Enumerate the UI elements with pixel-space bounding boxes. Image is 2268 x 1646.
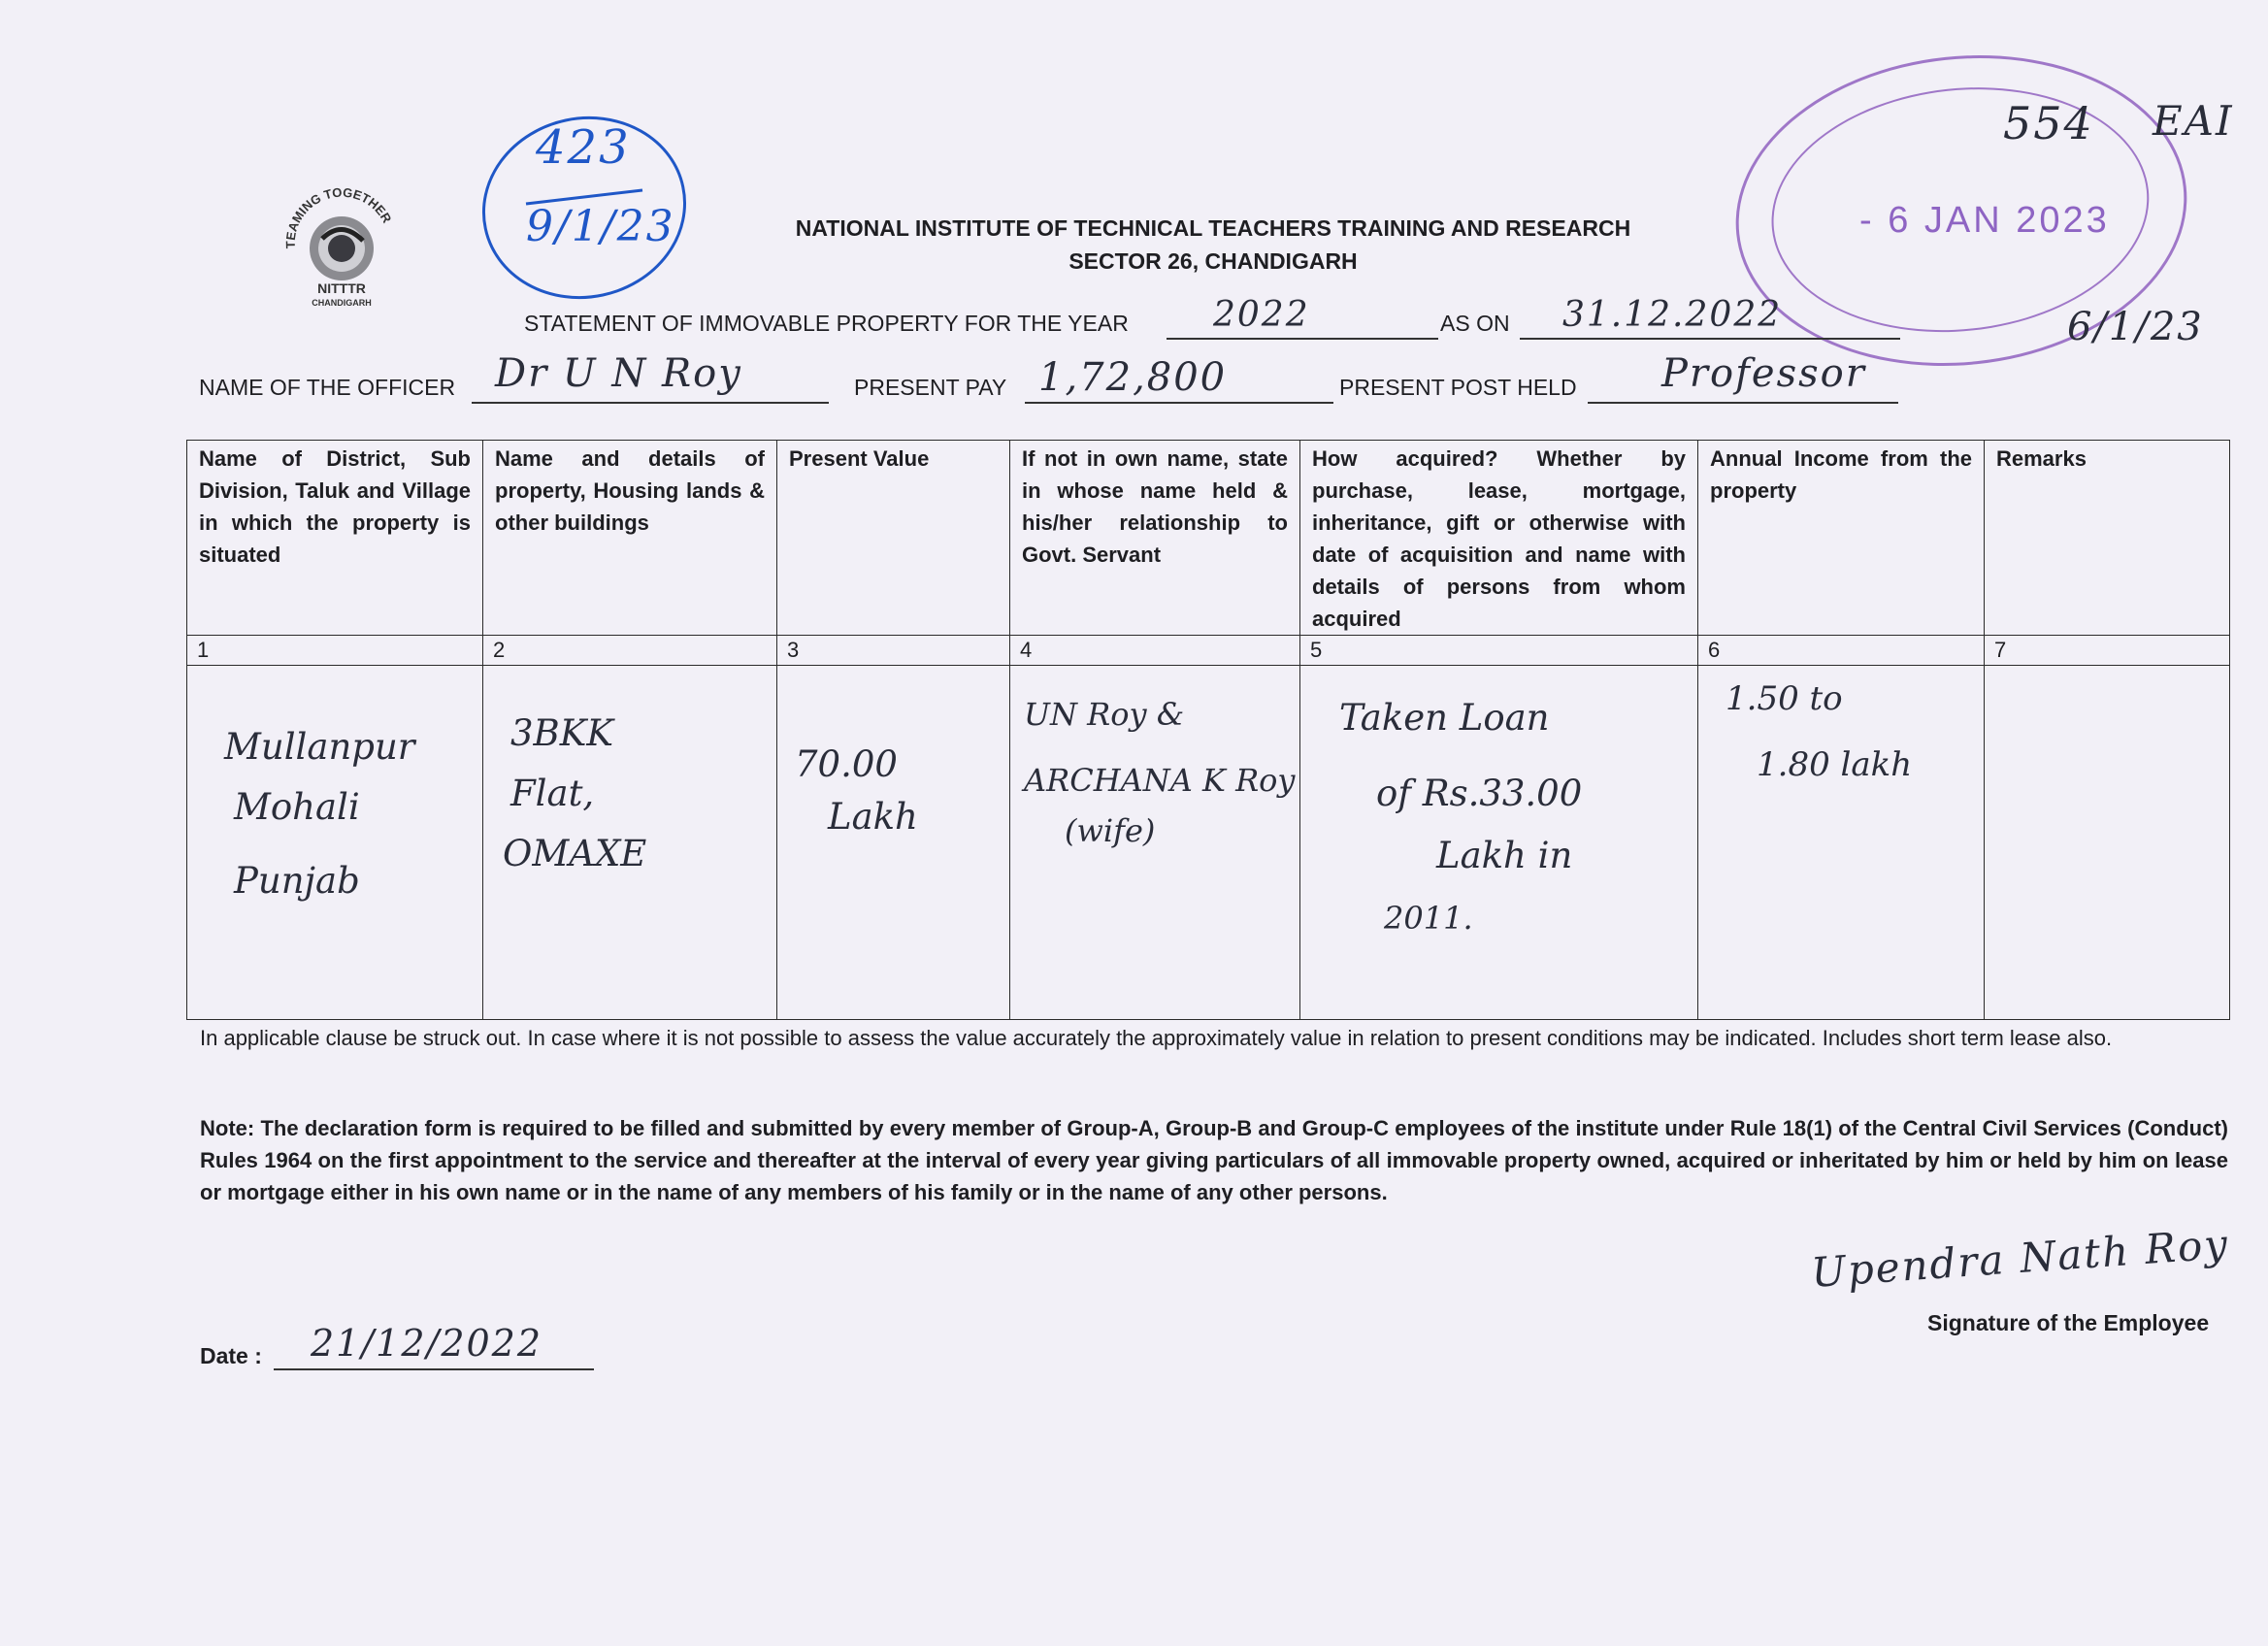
column-number-row — [187, 636, 2230, 666]
held-by-line: ARCHANA K Roy — [1024, 762, 1296, 799]
property-line: 3BKK — [510, 712, 614, 754]
date-value: 21/12/2022 — [311, 1322, 543, 1365]
value-line: 70.00 — [795, 743, 898, 785]
corner-mark: EAI — [2153, 97, 2234, 145]
header-how-acquired: How acquired? Whether by purchase, lease, mortgage, inheritance, gift or otherwise with date of acquisition and name with details of persons from whom acquired — [1300, 441, 1698, 636]
cell-present-value — [777, 666, 1010, 1020]
acquired-line: Lakh in — [1436, 835, 1573, 876]
location-line: Mullanpur — [224, 726, 415, 768]
column-number: 6 — [1698, 636, 1985, 666]
officer-name-label: NAME OF THE OFFICER — [199, 375, 456, 400]
present-post: Professor — [1661, 351, 1866, 396]
declaration-note: Note: The declaration form is required to be filled and submitted by every member of Group-A, Group-B and Group-C employees of the institute under Rule 18(1) of the Central Civil Services (Conduct) Rules 1964 on the first appointment to the service and thereafter at the interval of every year giving particulars of all immovable property owned, acquired or inheritated by him or held by him on lease or mortgage either in his own name or in the name of any members of his family or in the name of any other persons. — [200, 1116, 2228, 1204]
initials-date: 6/1/23 — [2067, 305, 2204, 349]
location-line: Mohali — [234, 786, 360, 828]
institute-logo — [274, 181, 410, 311]
location-line: Punjab — [234, 860, 360, 902]
header-property-details: Name and details of property, Housing lands & other buildings — [483, 441, 777, 636]
as-on-label: AS ON — [1440, 311, 1510, 336]
institute-name: NATIONAL INSTITUTE OF TECHNICAL TEACHERS TRAINING AND RESEARCH — [795, 215, 1631, 241]
header-remarks: Remarks — [1985, 441, 2230, 636]
cell-remarks — [1985, 666, 2230, 1020]
logo-city: CHANDIGARH — [312, 298, 372, 308]
stamp-date: - 6 JAN 2023 — [1859, 200, 2110, 241]
present-pay-label: PRESENT PAY — [854, 375, 1007, 400]
cell-how-acquired — [1300, 666, 1698, 1020]
signature-label: Signature of the Employee — [1927, 1310, 2210, 1335]
column-number: 7 — [1985, 636, 2230, 666]
column-number: 3 — [777, 636, 1010, 666]
table-row — [187, 666, 2230, 1020]
income-line: 1.80 lakh — [1757, 745, 1913, 784]
property-line: Flat, — [510, 773, 595, 814]
receipt-date: 9/1/23 — [526, 202, 675, 251]
present-post-label: PRESENT POST HELD — [1339, 375, 1577, 400]
header-annual-income: Annual Income from the property — [1698, 441, 1985, 636]
cell-location — [187, 666, 483, 1020]
acquired-line: Taken Loan — [1339, 697, 1550, 739]
officer-name: Dr U N Roy — [495, 351, 742, 396]
institute-sector: SECTOR 26, CHANDIGARH — [1068, 248, 1358, 274]
acquired-line: 2011. — [1384, 900, 1473, 937]
column-number: 1 — [187, 636, 483, 666]
column-number: 4 — [1010, 636, 1300, 666]
cell-held-by — [1010, 666, 1300, 1020]
stamp-inward-number: 554 — [2003, 97, 2094, 149]
statement-year: 2022 — [1213, 295, 1310, 335]
column-number: 5 — [1300, 636, 1698, 666]
logo-name: NITTTR — [317, 280, 366, 296]
as-on-date: 31.12.2022 — [1562, 295, 1783, 335]
header-held-name: If not in own name, state in whose name held & his/her relationship to Govt. Servant — [1010, 441, 1300, 636]
table-header-row — [187, 441, 2230, 636]
cell-annual-income — [1698, 666, 1985, 1020]
acquired-line: of Rs.33.00 — [1376, 773, 1583, 814]
header-present-value: Present Value — [777, 441, 1010, 636]
receipt-number: 423 — [536, 120, 631, 175]
property-table — [186, 440, 2230, 1020]
property-line: OMAXE — [503, 833, 647, 874]
logo-arc-text: TEAMING TOGETHER — [282, 184, 395, 249]
footnote: In applicable clause be struck out. In case where it is not possible to assess the value accurately the approximately value in relation to present conditions may be indicated. Includes short term lease also. — [200, 1026, 2113, 1050]
value-line: Lakh — [828, 796, 918, 838]
employee-signature: Upendra Nath Roy — [1809, 1220, 2231, 1297]
column-number: 2 — [483, 636, 777, 666]
cell-property — [483, 666, 777, 1020]
statement-label: STATEMENT OF IMMOVABLE PROPERTY FOR THE YEAR — [524, 311, 1129, 336]
held-by-line: UN Roy & — [1024, 696, 1185, 733]
header-district: Name of District, Sub Division, Taluk and Village in which the property is situated — [187, 441, 483, 636]
present-pay: 1,72,800 — [1038, 355, 1228, 400]
income-line: 1.50 to — [1726, 679, 1843, 718]
held-by-line: (wife) — [1065, 812, 1156, 849]
date-label: Date : — [200, 1343, 262, 1368]
